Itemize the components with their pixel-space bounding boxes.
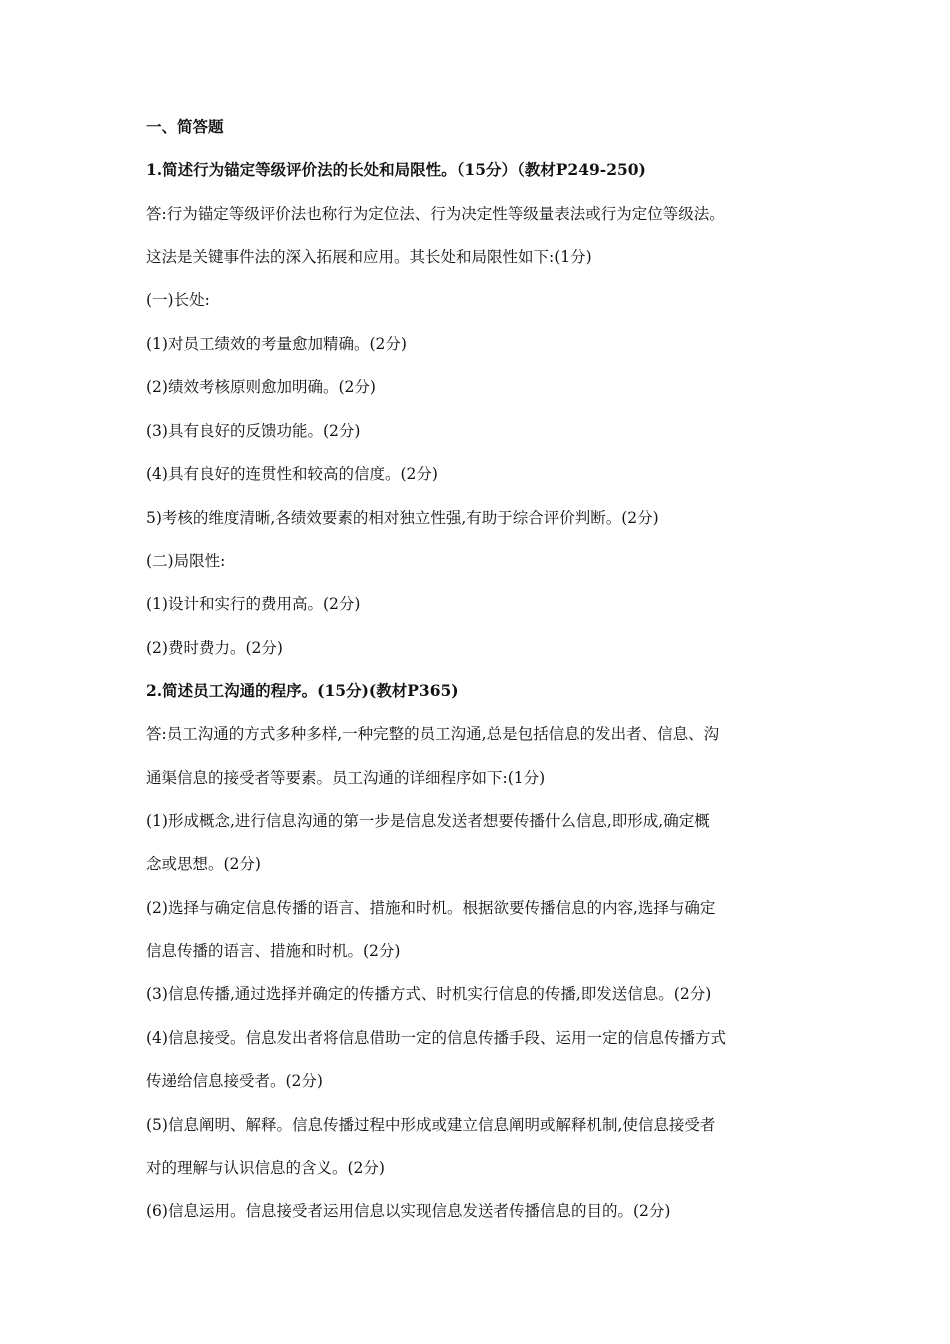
q2-line-5: (2)选择与确定信息传播的语言、措施和时机。根据欲要传播信息的内容,选择与确定 xyxy=(146,899,716,917)
q1-advantage-4: (4)具有良好的连贯性和较高的信度。(2分) xyxy=(146,465,438,483)
q1-limitation-2: (2)费时费力。(2分) xyxy=(146,639,283,657)
q1-advantage-1: (1)对员工绩效的考量愈加精确。(2分) xyxy=(146,335,407,353)
q1-title: 1.简述行为锚定等级评价法的长处和局限性。（15分）（教材P249-250) xyxy=(146,160,646,179)
q1-advantages-heading: (一)长处: xyxy=(146,291,210,309)
q2-line-7: (3)信息传播,通过选择并确定的传播方式、时机实行信息的传播,即发送信息。(2分) xyxy=(146,985,712,1003)
q1-answer-line-1: 答:行为锚定等级评价法也称行为定位法、行为决定性等级量表法或行为定位等级法。 xyxy=(146,205,725,223)
q2-line-12: (6)信息运用。信息接受者运用信息以实现信息发送者传播信息的目的。(2分) xyxy=(146,1202,671,1220)
q2-line-2: 通渠信息的接受者等要素。员工沟通的详细程序如下:(1分) xyxy=(146,769,546,787)
q1-advantage-3: (3)具有良好的反馈功能。(2分) xyxy=(146,422,361,440)
q2-title: 2.简述员工沟通的程序。(15分)(教材P365) xyxy=(146,681,459,700)
q2-line-4: 念或思想。(2分) xyxy=(146,855,261,873)
q2-line-10: (5)信息阐明、解释。信息传播过程中形成或建立信息阐明或解释机制,使信息接受者 xyxy=(146,1116,716,1134)
q1-limitation-1: (1)设计和实行的费用高。(2分) xyxy=(146,595,361,613)
q2-line-11: 对的理解与认识信息的含义。(2分) xyxy=(146,1159,385,1177)
q2-line-9: 传递给信息接受者。(2分) xyxy=(146,1072,323,1090)
q2-line-8: (4)信息接受。信息发出者将信息借助一定的信息传播手段、运用一定的信息传播方式 xyxy=(146,1029,726,1047)
section-title: 一、简答题 xyxy=(146,117,224,136)
q2-line-1: 答:员工沟通的方式多种多样,一种完整的员工沟通,总是包括信息的发出者、信息、沟 xyxy=(146,725,720,743)
q1-answer-line-2: 这法是关键事件法的深入拓展和应用。其长处和局限性如下:(1分) xyxy=(146,248,592,266)
q2-line-6: 信息传播的语言、措施和时机。(2分) xyxy=(146,942,401,960)
q1-advantage-2: (2)绩效考核原则愈加明确。(2分) xyxy=(146,378,376,396)
q1-limitations-heading: (二)局限性: xyxy=(146,552,226,570)
q2-line-3: (1)形成概念,进行信息沟通的第一步是信息发送者想要传播什么信息,即形成,确定概 xyxy=(146,812,710,830)
q1-advantage-5: 5)考核的维度清晰,各绩效要素的相对独立性强,有助于综合评价判断。(2分) xyxy=(146,509,659,527)
